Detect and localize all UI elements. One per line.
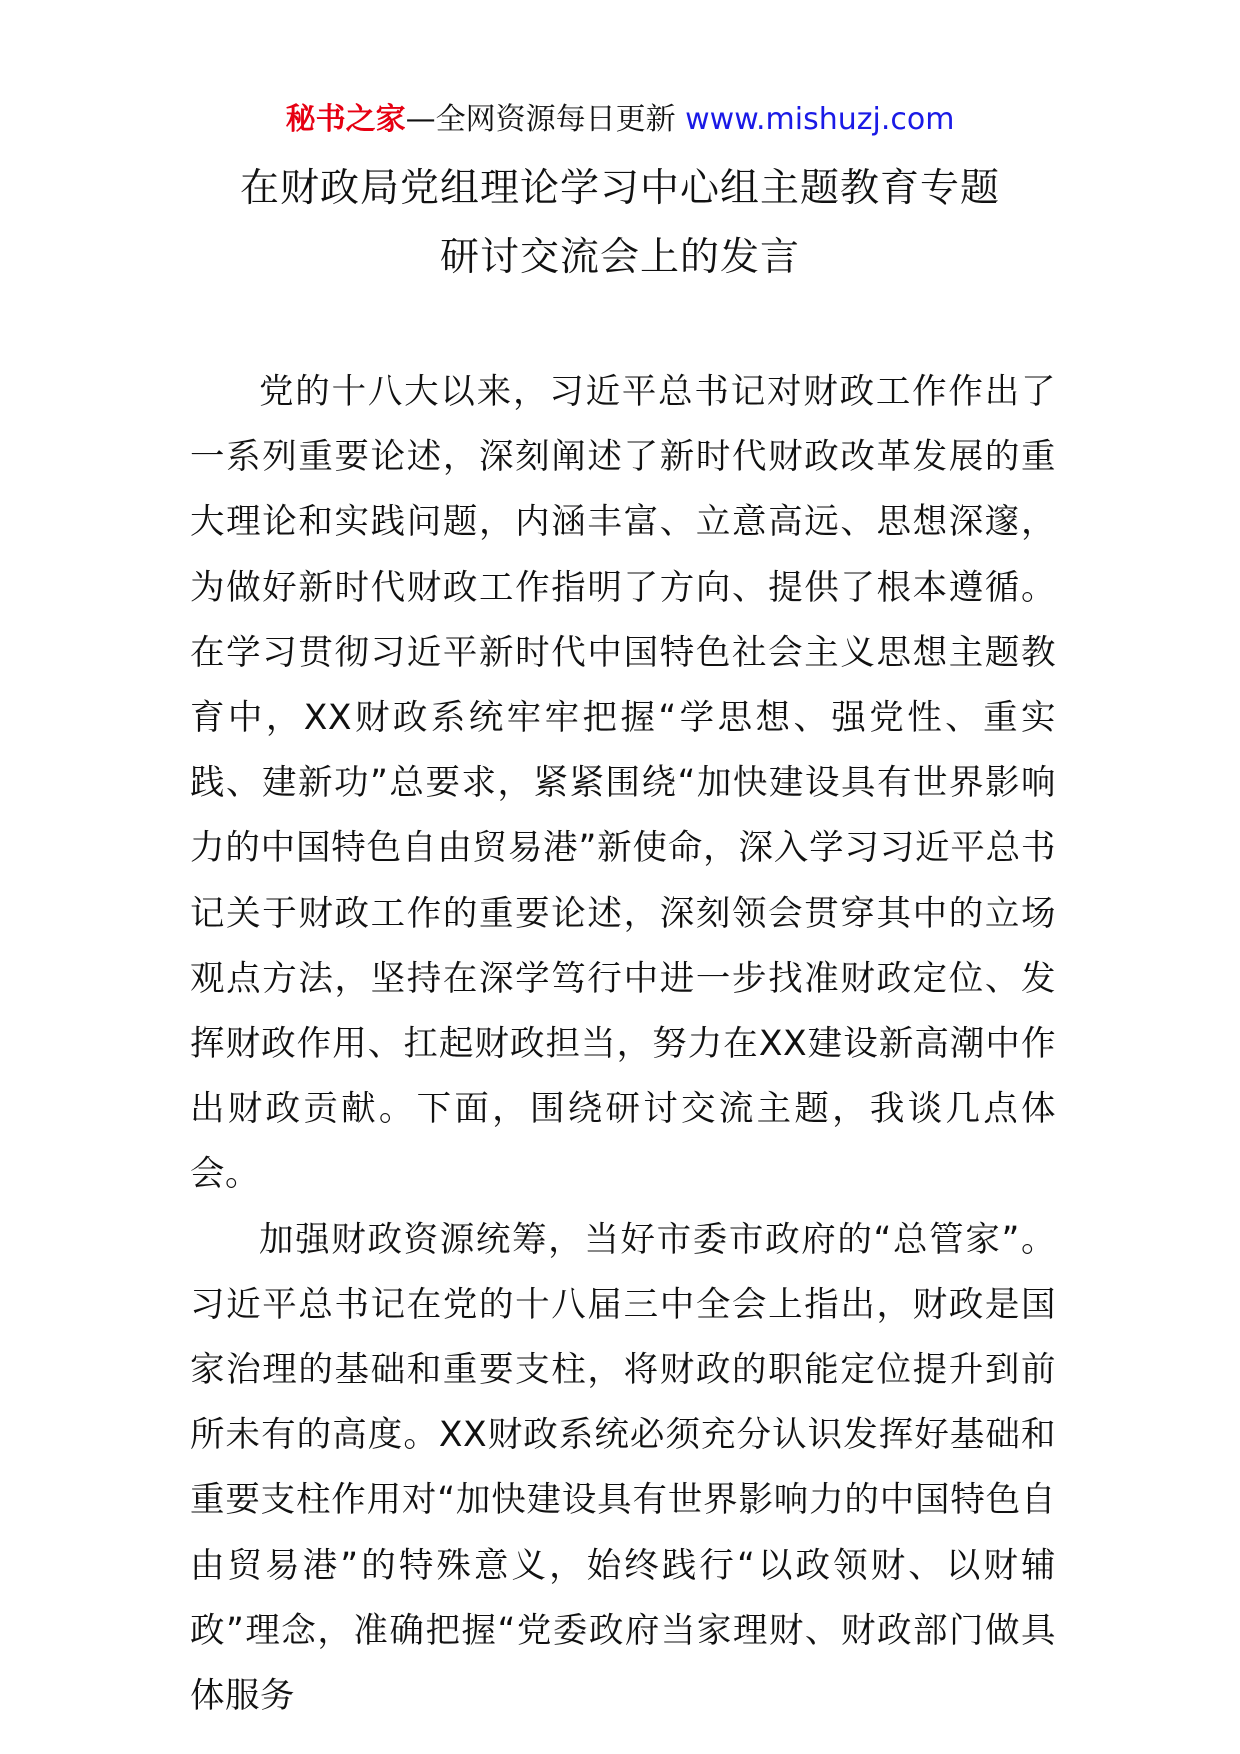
header-tagline: —全网资源每日更新	[405, 102, 676, 137]
paragraph-intro: 党的十八大以来，习近平总书记对财政工作作出了一系列重要论述，深刻阐述了新时代财政改革发展的重大理论和实践问题，内涵丰富、立意高远、思想深邃，为做好新时代财政工作指明了方向、提供了根本遵循。在学习贯彻习近平新时代中国特色社会主义思想主题教育中，XX财政系统牢牢把握“学思想、强党性、重实践、建新功”总要求，紧紧围绕“加快建设具有世界影响力的中国特色自由贸易港”新使命，深入学习习近平总书记关于财政工作的重要论述，深刻领会贯穿其中的立场观点方法，坚持在深学笃行中进一步找准财政定位、发挥财政作用、扛起财政担当，努力在XX建设新高潮中作出财政贡献。下面，围绕研讨交流主题，我谈几点体会。	[190, 372, 1056, 1195]
watermark-header	[0, 100, 1240, 140]
site-url-link[interactable]: www.mishuzj.com	[685, 102, 955, 137]
document-title-line-1: 在财政局党组理论学习中心组主题教育专题	[239, 166, 1000, 211]
paragraph-section-1: 加强财政资源统筹，当好市委市政府的“总管家”。习近平总书记在党的十八届三中全会上指出，财政是国家治理的基础和重要支柱，将财政的职能定位提升到前所未有的高度。XX财政系统必须充分认识发挥好基础和重要支柱作用对“加快建设具有世界影响力的中国特色自由贸易港”的特殊意义，始终践行“以政领财、以财辅政”理念，准确把握“党委政府当家理财、财政部门做具体服务	[190, 1219, 1056, 1717]
document-title-line-2: 研讨交流会上的发言	[439, 235, 800, 280]
brand-name: 秘书之家	[285, 102, 406, 137]
document-body	[190, 360, 1056, 1729]
